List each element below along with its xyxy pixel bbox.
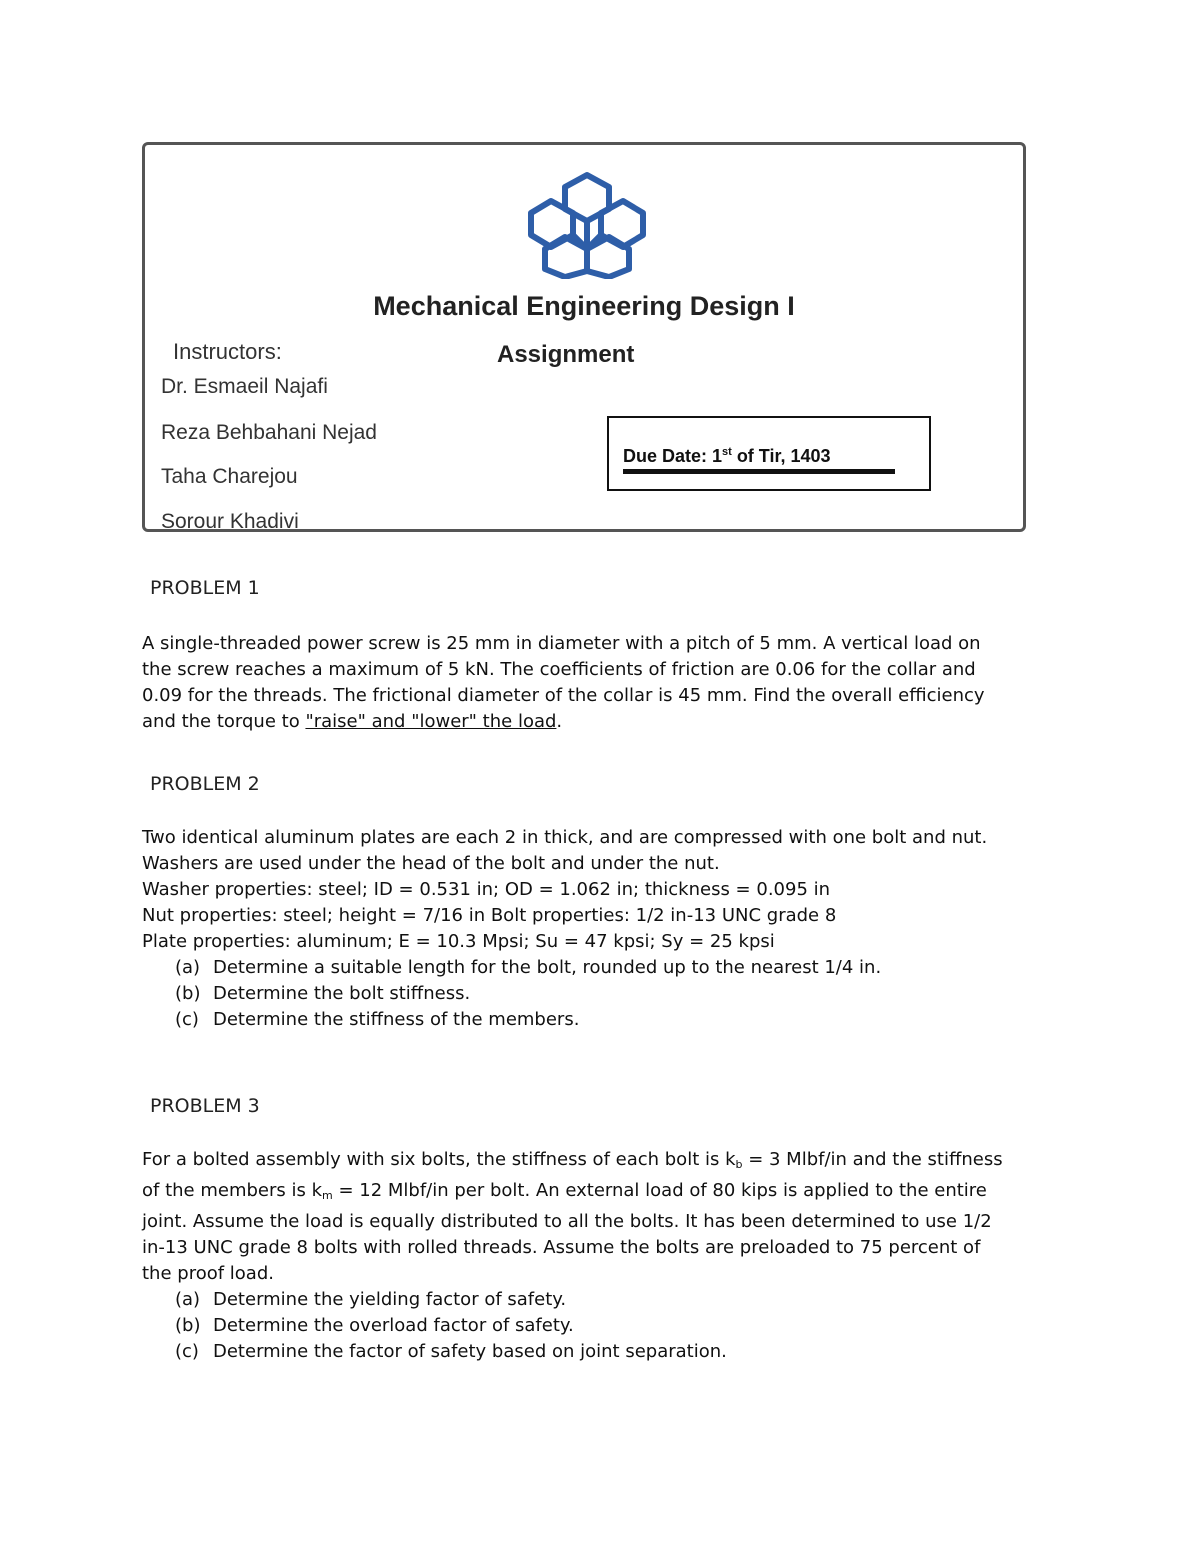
instructor-name: Reza Behbahani Nejad (161, 421, 377, 444)
document-subtitle: Assignment (497, 341, 635, 368)
list-item: (a) Determine the yielding factor of safety. (175, 1289, 567, 1310)
problem-2-text: Two identical aluminum plates are each 2 in thick, and are compressed with one bolt and nut. Washers are used under the head of the bolt and under the nut. Washer properties: steel; ID = 0.531 in; OD = 1.062 in; thickness = 0.095 in Nut properties: steel; height = 7/16 in Bolt properties: 1/2 in-13 UNC grade 8 Plate properties: aluminum; E = 10.3 Mpsi; Su = 47 kpsi; Sy = 25 kpsi (a) Determine a suitable length for the bolt, rounded up to the nearest 1/4 in. (b) Determine the bolt stiffness. (c) Determine the stiffness of the members. (142, 825, 1072, 1033)
problem-3-text: For a bolted assembly with six bolts, the stiffness of each bolt is $k_b = 3$ Mlbf/in and the stiffness of the members is $k_m = 12$ Mlbf/in per bolt. An external load of 80 kips is applied to the entire joint. Assume the load is equally distributed to all the bolts. It has been determined to use 1/2 in-13 UNC grade 8 bolts with rolled threads. Assume the bolts are preloaded to 75 percent of the proof load. (a) Determine the yielding factor of safety. (b) Determine the overload factor of safety. (c) Determine the factor of safety based on joint separation. (142, 1147, 1072, 1365)
document-title: Mechanical Engineering Design I (373, 291, 795, 321)
due-date: Due Date: 1st of Tir, 1403 (623, 446, 831, 466)
problem-1-text: A single-threaded power screw is 25 mm in diameter with a pitch of 5 mm. A vertical load on the screw reaches a maximum of 5 kN. The coefficients of friction are 0.06 for the collar and 0.09 for the threads. The frictional diameter of the collar is 45 mm. Find the overall efficiency and the torque to "raise" and "lower" the load. (142, 633, 985, 732)
list-item: (b) Determine the bolt stiffness. (175, 983, 471, 1004)
due-date-underline (623, 469, 895, 474)
list-item: (a) Determine a suitable length for the bolt, rounded up to the nearest 1/4 in. (175, 957, 882, 978)
instructor-name: Dr. Esmaeil Najafi (161, 375, 328, 398)
list-item: (c) Determine the stiffness of the members. (175, 1009, 580, 1030)
problem-1-heading: PROBLEM 1 (150, 577, 260, 599)
list-item: (c) Determine the factor of safety based on joint separation. (175, 1341, 727, 1362)
list-item: (b) Determine the overload factor of safety. (175, 1315, 574, 1336)
instructor-name: Taha Charejou (161, 465, 298, 488)
instructors-label: Instructors: (173, 339, 282, 364)
header-box (142, 142, 1026, 532)
instructor-name: Sorour Khadivi (161, 510, 299, 533)
university-logo-icon (527, 169, 647, 279)
problem-3-heading: PROBLEM 3 (150, 1095, 260, 1117)
problem-2-heading: PROBLEM 2 (150, 773, 260, 795)
due-date-box (607, 416, 931, 491)
